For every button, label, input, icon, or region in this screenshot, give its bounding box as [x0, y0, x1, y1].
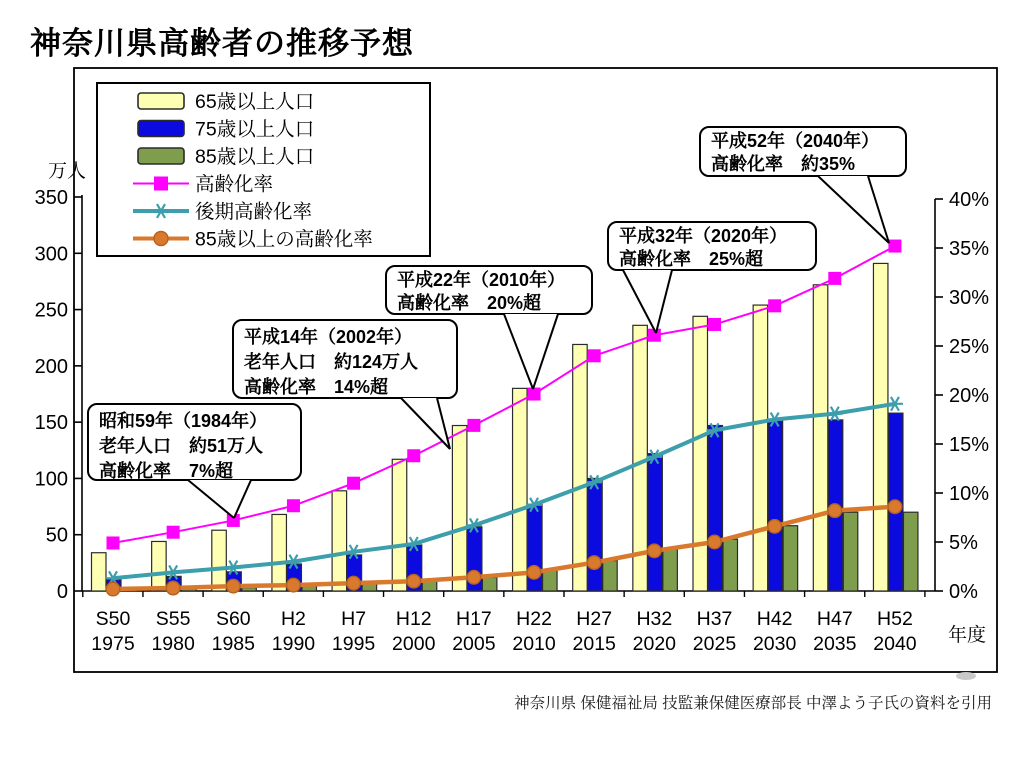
x-label-year: 1975: [91, 633, 135, 655]
bar: [92, 553, 107, 591]
legend-label: 高齢化率: [195, 173, 274, 196]
right-tick-label: 25%: [949, 336, 990, 358]
marker-circle: [527, 566, 541, 580]
callout-text: 老年人口 約124万人: [244, 352, 419, 372]
x-label-year: 1995: [331, 633, 376, 655]
callout-text: 老年人口 約51万人: [99, 436, 264, 456]
bar: [152, 541, 167, 591]
callout-tail: [504, 314, 558, 389]
x-label-era: H32: [636, 608, 673, 630]
callout-text: 平成22年（2010年）: [397, 270, 566, 290]
legend-label: 後期高齢化率: [195, 201, 313, 223]
right-tick-label: 20%: [949, 385, 990, 407]
marker-circle: [407, 574, 421, 588]
bar: [603, 561, 618, 591]
bar: [573, 344, 588, 591]
x-label-year: 1985: [211, 633, 255, 655]
legend-label: 65歳以上人口: [195, 91, 315, 113]
left-tick-label: 200: [34, 355, 68, 378]
bar: [272, 514, 287, 591]
left-tick-label: 350: [34, 187, 68, 209]
marker-square: [828, 272, 841, 285]
x-label-year: 2015: [572, 633, 616, 655]
x-label-era: H7: [341, 608, 367, 630]
callout-text: 高齢化率 14%超: [244, 377, 389, 397]
marker-circle: [287, 578, 301, 592]
x-label-year: 2000: [392, 633, 436, 655]
right-tick-label: 30%: [949, 287, 990, 309]
marker-square: [407, 449, 420, 462]
x-label-year: 2040: [873, 633, 917, 655]
left-tick-label: 250: [34, 299, 68, 322]
marker-circle: [227, 579, 241, 593]
bar: [392, 459, 407, 591]
callout-text: 平成32年（2020年）: [619, 226, 788, 246]
marker-circle: [467, 570, 481, 584]
marker-circle: [768, 520, 782, 534]
marker-square: [467, 419, 480, 432]
bar: [513, 388, 528, 591]
marker-square: [287, 499, 300, 512]
right-tick-label: 35%: [949, 238, 990, 260]
marker-square: [588, 349, 601, 362]
legend-item: [138, 119, 314, 141]
marker-square: [107, 536, 120, 549]
legend-square-marker: [154, 177, 168, 191]
marker-square: [888, 240, 901, 253]
callout-text: 昭和59年（1984年）: [99, 411, 268, 431]
x-label-era: H17: [456, 608, 492, 630]
x-label-year: 2005: [452, 633, 496, 655]
bar: [648, 454, 663, 591]
bar: [768, 420, 783, 591]
bar: [663, 549, 678, 591]
left-axis-unit-label: 万人: [48, 161, 87, 182]
bar: [588, 478, 603, 591]
marker-circle: [888, 500, 902, 514]
x-label-era: H37: [696, 608, 733, 630]
x-label-era: S50: [95, 608, 131, 630]
annotation-4: [608, 222, 816, 333]
marker-square: [708, 318, 721, 331]
right-tick-label: 15%: [949, 434, 990, 456]
marker-circle: [106, 582, 120, 596]
x-label-year: 2020: [632, 633, 677, 655]
legend: [97, 83, 430, 256]
x-axis-unit-label: 年度: [948, 625, 987, 646]
legend-bar-swatch: [138, 148, 184, 164]
x-label-year: 2025: [692, 633, 737, 655]
x-label-era: H47: [816, 608, 853, 630]
marker-circle: [828, 504, 842, 518]
marker-circle: [347, 576, 361, 590]
marker-circle: [648, 544, 662, 558]
x-label-year: 2035: [813, 633, 857, 655]
legend-bar-swatch: [138, 93, 184, 109]
callout-text: 高齢化率 20%超: [397, 293, 542, 313]
page-title: 神奈川県高齢者の推移予想: [30, 26, 414, 61]
x-label-year: 2010: [512, 633, 556, 655]
legend-circle-marker: [154, 232, 168, 246]
legend-bar-swatch: [138, 121, 184, 137]
annotation-1: [88, 404, 301, 518]
marker-circle: [166, 581, 180, 595]
bar: [693, 316, 708, 591]
legend-item: [138, 91, 314, 113]
bar: [332, 491, 347, 591]
x-label-era: H22: [516, 608, 552, 630]
left-tick-label: 150: [34, 412, 68, 435]
marker-square: [768, 299, 781, 312]
right-tick-label: 5%: [949, 532, 978, 554]
callout-text: 高齢化率 25%超: [619, 249, 764, 269]
bar: [212, 530, 227, 591]
bar: [452, 426, 467, 591]
left-tick-label: 300: [34, 243, 68, 266]
x-label-era: H2: [280, 608, 306, 630]
right-tick-label: 40%: [949, 189, 990, 211]
callout-text: 高齢化率 約35%: [711, 154, 856, 174]
right-tick-label: 10%: [949, 483, 990, 505]
bar: [873, 263, 888, 591]
x-label-era: S60: [215, 608, 251, 630]
x-label-era: H52: [877, 608, 913, 630]
legend-item: [138, 146, 314, 168]
marker-square: [347, 477, 360, 490]
marker-circle: [587, 556, 601, 570]
bar: [783, 526, 798, 591]
callout-text: 高齢化率 7%超: [99, 461, 234, 481]
marker-circle: [708, 535, 722, 549]
callout-text: 平成14年（2002年）: [244, 327, 413, 347]
marker-star: [827, 407, 843, 421]
marker-square: [167, 526, 180, 539]
left-tick-label: 100: [34, 468, 68, 491]
x-label-era: H27: [576, 608, 613, 630]
bar: [723, 539, 738, 591]
bar: [482, 577, 497, 591]
right-tick-label: 0%: [949, 581, 978, 603]
bar: [753, 305, 768, 591]
left-tick-label: 0: [56, 581, 68, 603]
bar: [708, 426, 723, 591]
x-label-era: S55: [155, 608, 191, 630]
bar: [813, 285, 828, 591]
page-artifact: [956, 672, 976, 680]
legend-label: 75歳以上人口: [195, 118, 315, 141]
source-citation: 神奈川県 保健福祉局 技監兼保健医療部長 中澤よう子氏の資料を引用: [514, 695, 992, 712]
legend-label: 85歳以上の高齢化率: [195, 228, 373, 251]
x-label-era: H12: [395, 608, 432, 630]
marker-star: [887, 397, 903, 411]
left-tick-label: 50: [45, 524, 68, 547]
x-label-year: 2030: [752, 633, 797, 655]
marker-square: [528, 388, 541, 401]
x-label-year: 1980: [151, 633, 195, 655]
x-label-year: 1990: [271, 633, 316, 655]
legend-label: 85歳以上人口: [195, 146, 315, 168]
callout-text: 平成52年（2040年）: [711, 131, 880, 151]
bar: [843, 512, 858, 591]
x-label-era: H42: [756, 608, 793, 630]
bar: [903, 512, 918, 591]
